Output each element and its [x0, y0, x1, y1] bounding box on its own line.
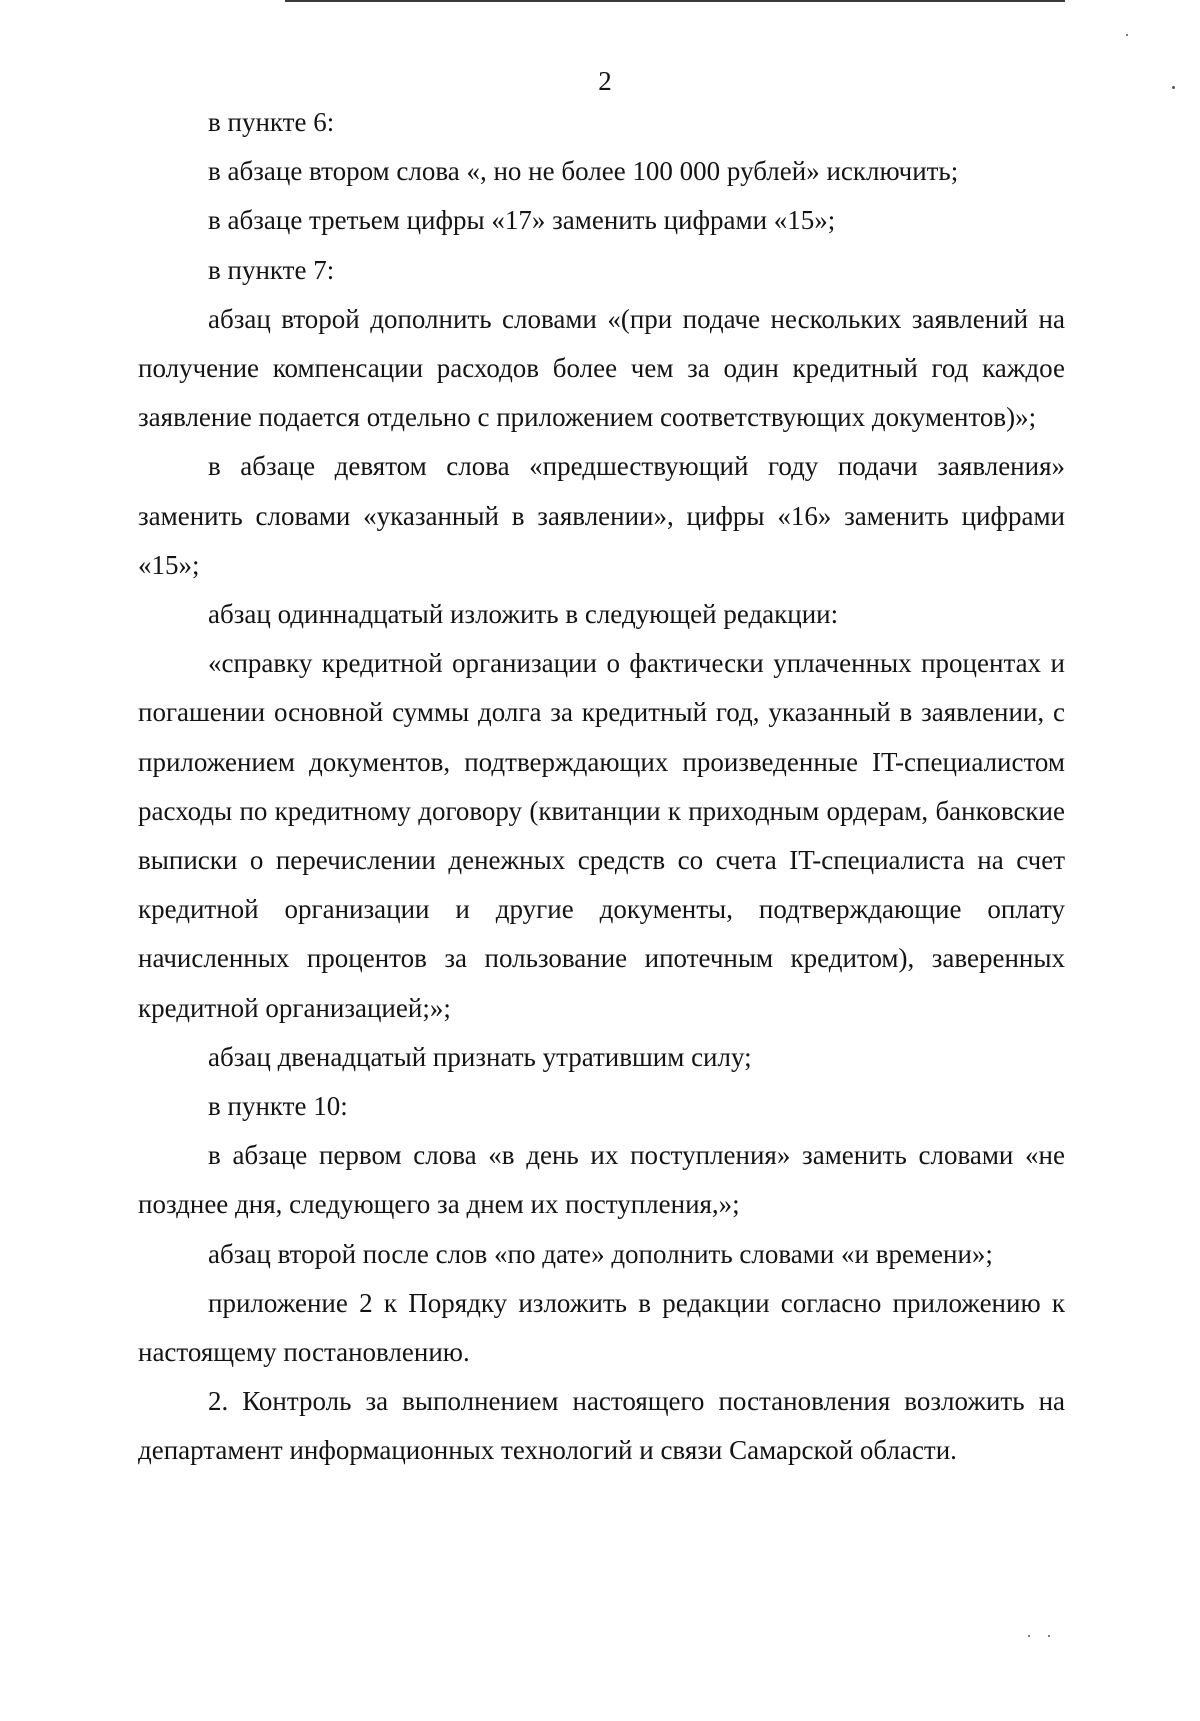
- paragraph: в пункте 7:: [208, 254, 335, 285]
- paragraph: абзац второй дополнить словами «(при подаче нескольких заявлений на получение компенсации расходов более чем за один кредитный год каждое заявление подается отдельно с приложением соответствующих документов)»;: [138, 303, 1065, 433]
- paragraph: абзац двенадцатый признать утратившим силу;: [208, 1041, 752, 1072]
- paragraph: приложение 2 к Порядку изложить в редакции согласно приложению к настоящему постановлению.: [138, 1287, 1065, 1368]
- paragraph: в абзаце девятом слова «предшествующий году подачи заявления» заменить словами «указанный в заявлении», цифры «16» заменить цифрами «15»;: [138, 451, 1065, 580]
- paragraph: 2. Контроль за выполнением настоящего постановления возложить на департамент информационных технологий и связи Самарской области.: [138, 1386, 1065, 1466]
- paragraph: в пункте 10:: [208, 1091, 348, 1122]
- page-number: 2: [598, 66, 612, 96]
- scan-speck: [1048, 1635, 1050, 1637]
- scan-speck: [1126, 34, 1128, 36]
- paragraph: в абзаце первом слова «в день их поступления» заменить словами «не позднее дня, следующего за днем их поступления,»;: [138, 1140, 1065, 1220]
- paragraph: в пункте 6:: [208, 107, 335, 137]
- paragraph: в абзаце третьем цифры «17» заменить цифрами «15»;: [208, 205, 836, 236]
- scan-speck: [1028, 1635, 1030, 1637]
- document-body: [138, 98, 1065, 1476]
- paragraph: в абзаце втором слова «, но не более 100 000 рублей» исключить;: [208, 156, 959, 187]
- paragraph: абзац второй после слов «по дате» дополнить словами «и времени»;: [208, 1238, 993, 1269]
- scan-top-edge: [285, 0, 1065, 2]
- paragraph: «справку кредитной организации о фактически уплаченных процентах и погашении основной суммы долга за кредитный год, указанный в заявлении, с приложением документов, подтверждающих произведенные IT-специалистом расходы по кредитному договору (квитанции к приходным ордерам, банковские выписки о перечислении денежных средств со счета IT-специалиста на счет кредитной организации и другие документы, подтверждающие оплату начисленных процентов за пользование ипотечным кредитом), заверенных кредитной организацией;»;: [138, 648, 1065, 1023]
- paragraph: абзац одиннадцатый изложить в следующей редакции:: [208, 599, 839, 630]
